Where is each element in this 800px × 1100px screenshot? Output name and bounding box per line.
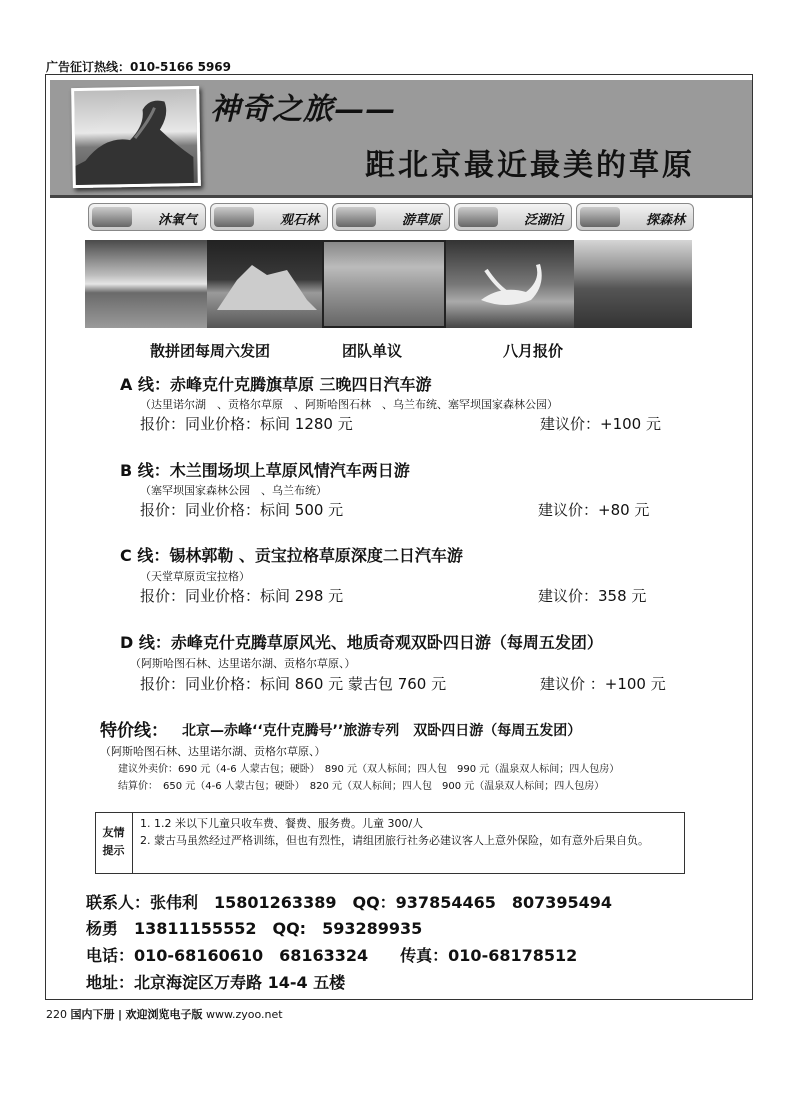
line-d-sites: （阿斯哈图石林、达里诺尔湖、贡格尔草原、） <box>130 657 356 670</box>
special-label: 特价线： <box>100 721 168 741</box>
tag-forest: 探森林 <box>576 203 694 231</box>
page-number: 220 <box>46 1008 67 1021</box>
line-b-suggest: 建议价：+80 元 <box>538 501 650 519</box>
rock-icon <box>214 207 254 227</box>
line-d-price: 报价：同业价格：标间 860 元 蒙古包 760 元 <box>140 675 447 693</box>
notes-text <box>140 815 680 849</box>
tag-oxygen: 沐氧气 <box>88 203 206 231</box>
schedule-team: 团队单议 <box>342 342 403 360</box>
line-b-sites: （塞罕坝国家森林公园 、乌兰布统） <box>140 484 327 497</box>
contact-address: 地址：北京海淀区万寿路 14-4 五楼 <box>86 973 346 992</box>
schedule-month: 八月报价 <box>503 342 564 360</box>
line-a-suggest: 建议价：+100 元 <box>540 415 661 433</box>
note-item: 1. 1.2 米以下儿童只收车费、餐费、服务费。儿童 300/人 <box>140 817 424 830</box>
contact-person-2: 杨勇 13811155552 QQ: 593289935 <box>86 919 423 938</box>
footer-separator: | <box>118 1008 123 1021</box>
rock-formation-image <box>74 89 198 185</box>
schedule-group: 散拼团每周六发团 <box>150 342 271 360</box>
tag-stone-forest: 观石林 <box>210 203 328 231</box>
lake-icon <box>458 207 498 227</box>
rock-image <box>207 240 322 328</box>
notes-label: 友情 提示 <box>95 812 133 874</box>
line-c-sites: （天堂草原贡宝拉格） <box>140 570 250 583</box>
lake-photo <box>85 240 207 328</box>
special-settle-price: 结算价： 650 元（4-6 人蒙古包；硬卧） 820 元（双人标间；四人包 900 元（温泉双人标间；四人包房） <box>118 781 605 792</box>
line-a-sites: （达里诺尔湖 、贡格尔草原 、阿斯哈图石林 、乌兰布统、塞罕坝国家森林公园） <box>140 398 558 411</box>
stone-forest-photo <box>207 240 322 328</box>
tag-grassland: 游草原 <box>332 203 450 231</box>
line-c-title: C 线：锡林郭勒 、贡宝拉格草原深度二日汽车游 <box>120 546 463 565</box>
site-url[interactable]: www.zyoo.net <box>206 1008 283 1021</box>
grassland-icon <box>336 207 376 227</box>
swan-image <box>446 240 574 328</box>
contact-person: 联系人：张伟利 15801263389 QQ：937854465 807395494 <box>86 893 613 912</box>
ad-hotline: 广告征订热线：010-5166 5969 <box>46 60 232 74</box>
banner-photo <box>71 86 201 188</box>
contact-phone-fax: 电话：010-68160610 68163324 传真：010-68178512 <box>86 946 578 965</box>
line-d-title: D 线：赤峰克什克腾草原风光、地质奇观双卧四日游（每周五发团） <box>120 633 603 652</box>
banner-title: 神奇之旅—— <box>210 92 396 127</box>
grassland-photo <box>322 240 446 328</box>
line-a-price: 报价：同业价格：标间 1280 元 <box>140 415 353 433</box>
note-item: 2. 蒙古马虽然经过严格训练，但也有烈性，请组团旅行社务必建议客人上意外保险，如有意外后果自负。 <box>140 834 649 847</box>
line-b-price: 报价：同业价格：标间 500 元 <box>140 501 344 519</box>
line-d-suggest: 建议价 ：+100 元 <box>540 675 666 693</box>
section-label: 国内下册 <box>70 1008 115 1021</box>
forest-icon <box>580 207 620 227</box>
line-a-title: A 线：赤峰克什克腾旗草原 三晚四日汽车游 <box>120 375 432 394</box>
line-b-title: B 线：木兰围场坝上草原风情汽车两日游 <box>120 461 410 480</box>
sky-icon <box>92 207 132 227</box>
special-title: 北京—赤峰‘‘克什克腾号’’旅游专列 双卧四日游（每周五发团） <box>182 723 582 739</box>
banner-subtitle: 距北京最近最美的草原 <box>365 148 695 183</box>
welcome-text: 欢迎浏览电子版 <box>125 1008 203 1021</box>
page-footer <box>46 1006 283 1022</box>
swan-photo <box>446 240 574 328</box>
line-c-suggest: 建议价：358 元 <box>538 587 647 605</box>
special-sites: （阿斯哈图石林、达里诺尔湖、贡格尔草原、） <box>100 745 326 758</box>
line-c-price: 报价：同业价格：标间 298 元 <box>140 587 344 605</box>
special-retail-price: 建议外卖价：690 元（4-6 人蒙古包；硬卧） 890 元（双人标间；四人包 990 元（温泉双人标间；四人包房） <box>118 764 620 775</box>
tag-lake: 泛湖泊 <box>454 203 572 231</box>
forest-photo <box>574 240 692 328</box>
